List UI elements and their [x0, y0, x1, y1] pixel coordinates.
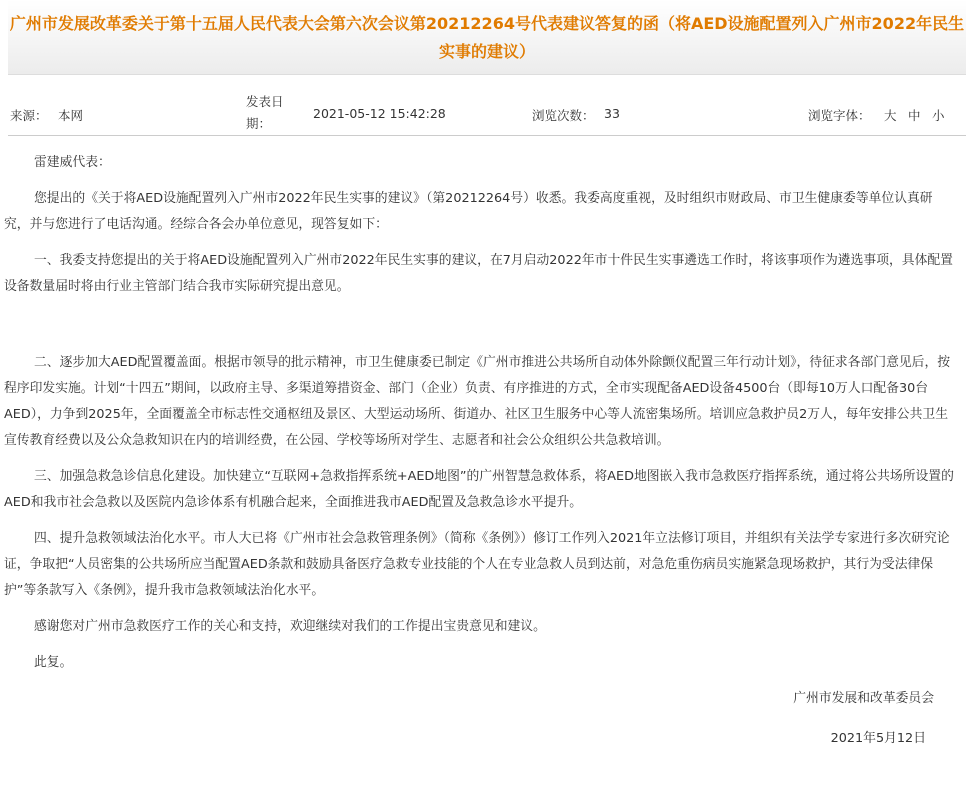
paragraph-closing: 此复。 [34, 655, 73, 670]
source-value: 本网 [58, 108, 84, 123]
article-body [0, 136, 974, 752]
meta-bar [8, 75, 966, 136]
font-size-label: 浏览字体： [808, 108, 871, 123]
sign-date: 2021年5月12日 [830, 731, 926, 746]
date-value: 2021-05-12 15:42:28 [313, 106, 446, 121]
paragraph-2: 二、逐步加大AED配置覆盖面。根据市领导的批示精神，市卫生健康委已制定《广州市推进公共场所自动体外除颤仪配置三年行动计划》，待征求各部门意见后，按程序印发实施。计划“十四五”期间，以政府主导、多渠道筹措资金、部门（企业）负责、有序推进的方式，全市实现配备AED设备4500台（即每10万人口配备30台AED），力争到2025年，全面覆盖全市标志性交通枢纽及景区、大型运动场所、街道办、社区卫生服务中心等人流密集场所。培训应急救护员2万人，每年安排公共卫生宣传教育经费以及公众急救知识在内的培训经费，在公园、学校等场所对学生、志愿者和社会公众组织公共急救培训。 [4, 355, 951, 448]
paragraph-4: 四、提升急救领域法治化水平。市人大已将《广州市社会急救管理条例》（简称《条例》）修订工作列入2021年立法修订项目，并组织有关法学专家进行多次研究论证，争取把“人员密集的公共场所应当配置AED条款和鼓励具备医疗急救专业技能的个人在专业急救人员到达前，对急危重伤病员实施紧急现场救护，其行为受法律保护”等条款写入《条例》，提升我市急救领域法治化水平。 [4, 531, 950, 598]
source-label: 来源： [10, 108, 48, 123]
title-bar [8, 0, 966, 75]
greeting: 雷建威代表： [34, 155, 111, 170]
page-title: 广州市发展改革委关于第十五届人民代表大会第六次会议第20212264号代表建议答复的函（将AED设施配置列入广州市2022年民生实事的建议） [9, 14, 965, 61]
font-medium-button[interactable]: 中 [908, 108, 921, 123]
paragraph-1: 一、我委支持您提出的关于将AED设施配置列入广州市2022年民生实事的建议，在7月启动2022年市十件民生实事遴选工作时，将该事项作为遴选事项，具体配置设备数量届时将由行业主管部门结合我市实际研究提出意见。 [4, 253, 953, 294]
font-large-button[interactable]: 大 [884, 108, 897, 123]
views-label: 浏览次数： [532, 108, 595, 123]
paragraph-intro: 您提出的《关于将AED设施配置列入广州市2022年民生实事的建议》（第20212264号）收悉。我委高度重视，及时组织市财政局、市卫生健康委等单位认真研究，并与您进行了电话沟通。经综合各会办单位意见，现答复如下： [4, 191, 933, 232]
views-value: 33 [604, 106, 620, 121]
paragraph-3: 三、加强急救急诊信息化建设。加快建立“互联网+急救指挥系统+AED地图”的广州智慧急救体系，将AED地图嵌入我市急救医疗指挥系统，通过将公共场所设置的AED和我市社会急救以及医院内急诊体系有机融合起来，全面推进我市AED配置及急救急诊水平提升。 [4, 469, 954, 510]
signature: 广州市发展和改革委员会 [793, 691, 934, 706]
date-label: 发表日期： [246, 94, 284, 131]
font-small-button[interactable]: 小 [932, 108, 945, 123]
paragraph-thanks: 感谢您对广州市急救医疗工作的关心和支持，欢迎继续对我们的工作提出宝贵意见和建议。 [34, 619, 546, 634]
